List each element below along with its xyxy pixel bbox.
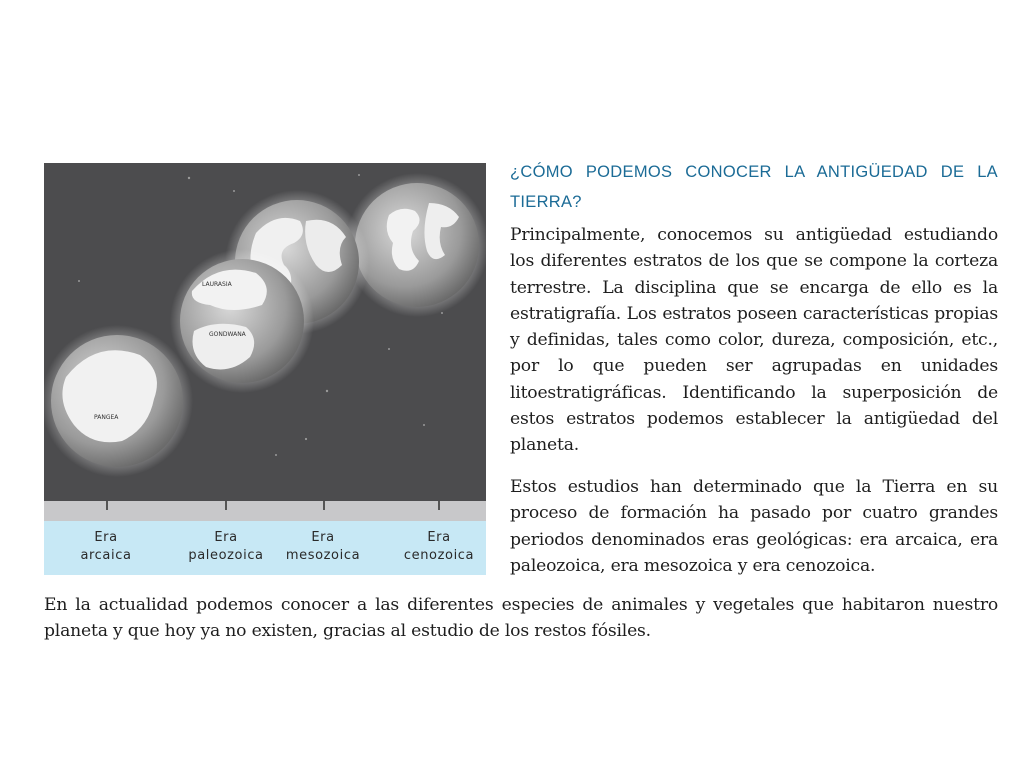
paragraph-fossils: En la actualidad podemos conocer a las diferentes especies de animales y vegetales que habitaron nuestro planeta y que hoy ya no existen, gracias al estudio de los restos fósiles. bbox=[44, 595, 998, 642]
timeline-bar bbox=[44, 501, 486, 521]
timeline-tick bbox=[323, 501, 325, 510]
era-labels-band bbox=[44, 521, 486, 575]
timeline-tick bbox=[106, 501, 108, 510]
era-paleozoic-label: Era paleozoica bbox=[188, 530, 264, 563]
globes-illustration bbox=[44, 163, 486, 501]
timeline-tick bbox=[438, 501, 440, 510]
laurasia-label: LAURASIA bbox=[202, 281, 232, 288]
globe-paleozoic bbox=[170, 249, 314, 393]
paragraph-stratigraphy: Principalmente, conocemos su antigüedad estudiando los diferentes estratos de los que se compone la corteza terrestre. La disciplina que se encarga de ello es la estratigrafía. Los estratos poseen características propias y definidas, tales como color, dureza, composición, etc., por lo que pueden ser agrupadas en unidades litoestratigráficas. Identificando la superposición de estos estratos podemos establecer la antigüedad del planeta. bbox=[510, 225, 998, 456]
earth-eras-figure bbox=[44, 163, 486, 575]
pangea-label: PANGEA bbox=[94, 414, 119, 421]
globe-archean bbox=[44, 325, 193, 477]
gondwana-label: GONDWANA bbox=[209, 331, 246, 338]
era-cenozoic-label: Era cenozoica bbox=[403, 530, 475, 563]
section-heading: ¿CÓMO PODEMOS CONOCER LA ANTIGÜEDAD DE LA TIERRA? bbox=[510, 163, 998, 211]
paragraph-geologic-eras: Estos estudios han determinado que la Tierra en su proceso de formación ha pasado por cuatro grandes periodos denominados eras geológicas: era arcaica, era paleozoica, era mesozoica y era cenozoica. bbox=[510, 477, 998, 576]
timeline-tick bbox=[225, 501, 227, 510]
era-mesozoic-label: Era mesozoica bbox=[285, 530, 361, 563]
era-archean-label: Era arcaica bbox=[80, 530, 132, 563]
